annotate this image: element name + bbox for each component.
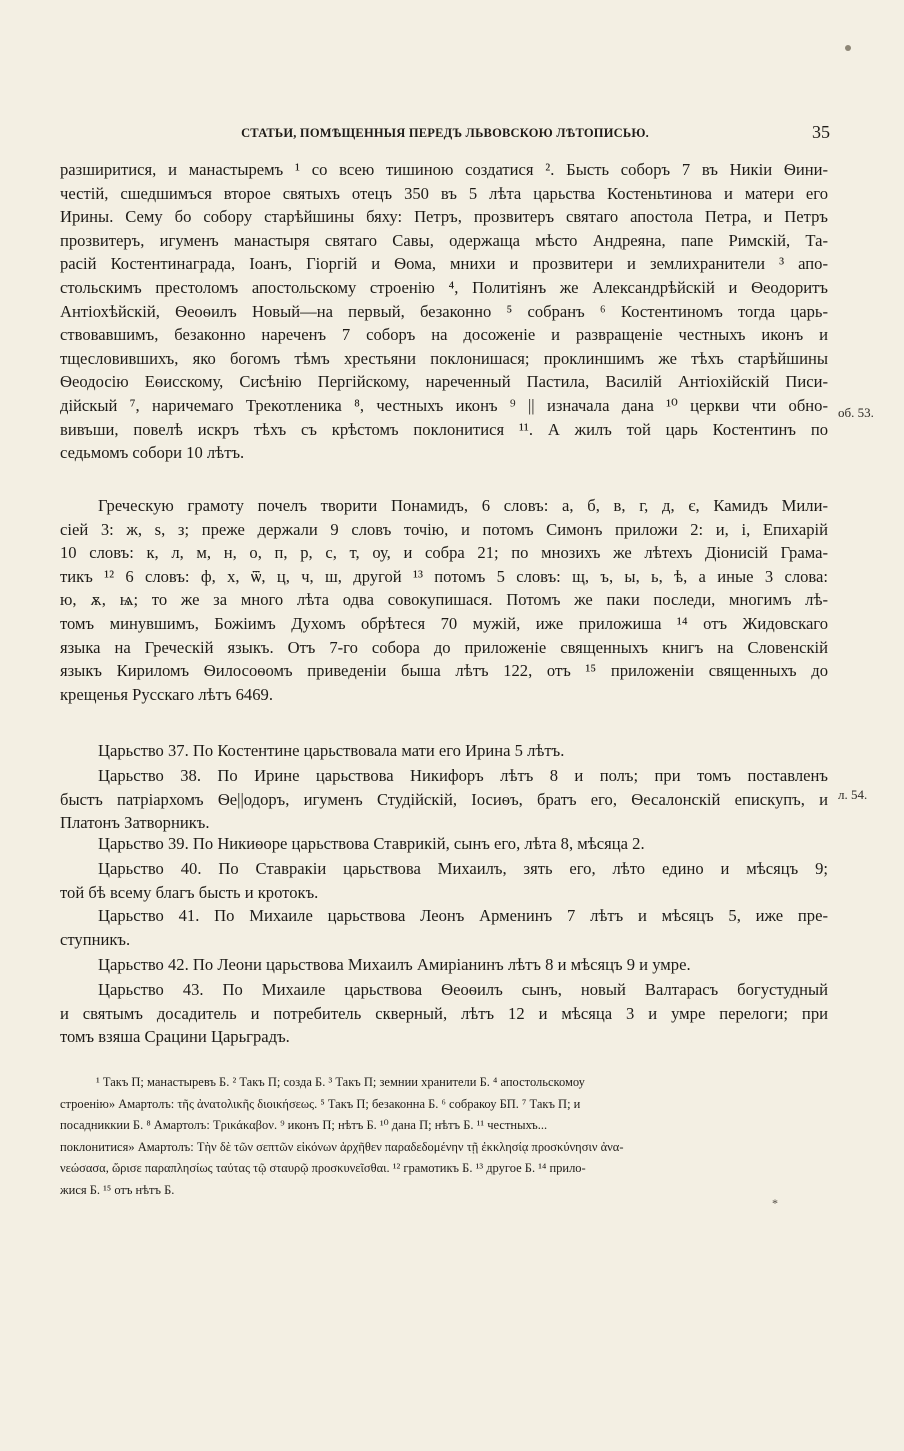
text-line: языкъ Кириломъ Ѳилосоѳомъ приведеніи быша лѣтъ 122, отъ ¹⁵ приложеніи священныхъ до <box>60 661 828 681</box>
text-line: быстъ патріархомъ Ѳе||одоръ, игуменъ Студійскій, Іосиѳъ, братъ его, Ѳесалонскій епискупъ, и <box>60 789 828 809</box>
text-line: Царьство 43. По Михаиле царьствова Ѳеоѳилъ сынъ, новый Валтарасъ богустудный <box>98 980 828 999</box>
text-line: ступникъ. <box>60 929 131 949</box>
footnote-line: ¹ Такъ П; манастыревъ Б. ² Такъ П; созда Б. ³ Такъ П; земнии хранители Б. ⁴ апостольскомоу <box>96 1075 585 1089</box>
footnote-line: посадниккии Б. ⁸ Амартолъ: Τρικάκαβον. ⁹ иконъ П; нѣтъ Б. ¹⁰ дана П; нѣтъ Б. ¹¹ честныхъ... <box>60 1118 548 1133</box>
footnotes <box>60 1072 828 1202</box>
margin-note-ob53: об. 53. <box>838 405 874 420</box>
text-line: седьмомъ собори 10 лѣтъ. <box>60 443 245 463</box>
running-title: СТАТЬИ, ПОМѢЩЕННЫЯ ПЕРЕДЪ ЛЬВОВСКОЮ ЛѢТОПИСЬЮ. <box>241 126 649 140</box>
text-line: сіей 3: ж, ѕ, з; преже держали 9 словъ точію, и потомъ Симонъ приложи 2: и, і, Епихарій <box>60 519 828 539</box>
footnote-line: поклонитися» Амартолъ: Τὴν δὲ τῶν σεπτῶν εἰκόνων ἀρχῆθεν παραδεδομένην τῇ ἐκκλησίᾳ προσκύνησιν ἀνα- <box>60 1139 624 1154</box>
footnote-line: жися Б. ¹⁵ отъ нѣтъ Б. <box>60 1182 175 1197</box>
page-number: 35 <box>812 122 830 142</box>
paragraph-one <box>60 158 828 465</box>
text-line: дійскый ⁷, наричемаго Трекотленика ⁸, честныхъ иконъ ⁹ || изначала дана ¹⁰ церкви чти обно- <box>60 395 828 415</box>
text-line: Царьство 41. По Михаиле царьствова Леонъ Арменинъ 7 лѣтъ и мѣсяцъ 5, иже пре- <box>98 906 828 925</box>
text-line: разширитися, и манастыремъ ¹ со всею тишиною создатися ². Бысть соборъ 7 въ Никіи Ѳини- <box>60 160 828 179</box>
text-line: Платонъ Затворникъ. <box>60 813 210 833</box>
text-line: ствовавшимъ, безаконно нареченъ 7 соборъ на досоженіе и развращеніе честныхъ иконъ и <box>60 325 828 345</box>
text-line: Антіохѣйскій, Ѳеоѳилъ Новый—на первый, безаконно ⁵ собранъ ⁶ Костентиномъ тогда царь- <box>60 301 828 321</box>
reign-40 <box>60 857 828 904</box>
text-line: стольскимъ престоломъ апостольскому строенію ⁴, Политіянъ же Александрѣйскій и Ѳеодоритъ <box>60 277 828 297</box>
reign-39 <box>60 832 828 856</box>
paragraph-two <box>60 494 828 706</box>
text-line: томъ минувшимъ, Божіимъ Духомъ обрѣтеся 70 мужій, иже приложиша ¹⁴ отъ Жидовскаго <box>60 613 828 633</box>
text-line: томъ взяша Срацини Царьградъ. <box>60 1027 290 1047</box>
text-line: ю, ѫ, ѩ; то же за много лѣта одва совокупишася. Потомъ же паки последи, многимъ лѣ- <box>60 590 828 610</box>
text-line: той бѣ всему благъ бысть и кротокъ. <box>60 882 319 902</box>
text-line: Царьство 42. По Леони царьствова Михаилъ Амиріанинъ лѣтъ 8 и мѣсяцъ 9 и умре. <box>98 955 691 974</box>
text-line: Царьство 37. По Костентине царьствовала мати его Ирина 5 лѣтъ. <box>98 741 565 760</box>
text-line: Царьство 40. По Ставракіи царьствова Михаилъ, зять его, лѣто едино и мѣсяцъ 9; <box>98 859 828 878</box>
text-line: прозвитеръ, игуменъ манастыря святаго Савы, одержаща мѣсто Андреяна, папе Римскій, Та- <box>60 230 828 250</box>
text-line: Ирины. Сему бо собору старѣйшины бяху: Петръ, прозвитеръ святаго апостола Петра, и Петръ <box>60 207 828 227</box>
reign-41 <box>60 904 828 951</box>
margin-note-l54: л. 54. <box>838 787 868 802</box>
reign-38 <box>60 764 828 835</box>
text-line: вивъши, повелѣ искръ тѣхъ съ крѣстомъ поклонитися ¹¹. А жилъ той царь Костентинъ по <box>60 419 828 439</box>
page-header <box>60 122 830 146</box>
text-line: и святымъ досадитель и потребитель скверный, лѣтъ 12 и мѣсяца 3 и умре перелоги; при <box>60 1003 828 1023</box>
text-line: 10 словъ: к, л, м, н, о, п, р, с, т, оу, и собра 21; по мнозихъ же лѣтехъ Діонисій Грама- <box>60 543 828 563</box>
footnote-line: νεώσασα, ὥρισε παραπλησίως ταύτας τῷ σταυρῷ προσκυνεῖσθαι. ¹² грамотикъ Б. ¹³ другое Б. ¹⁴ прило- <box>60 1161 586 1176</box>
corner-dot <box>845 45 851 51</box>
reign-37 <box>60 739 828 763</box>
text-line: языка на Греческій языкъ. Отъ 7-го собора до приложеніе священныхъ книгъ на Словенскій <box>60 637 828 657</box>
text-line: честій, сшедшимъся второе святыхъ отецъ 350 въ 5 лѣта царьства Костеньтинова и матери его <box>60 183 828 203</box>
text-line: Греческую грамоту почелъ творити Понамидъ, 6 словъ: а, б, в, г, д, є, Камидъ Мили- <box>98 496 828 515</box>
text-line: Ѳеодосію Еѳисскому, Сисѣнію Пергійскому, нареченный Пастила, Василій Антіохійскій Писи- <box>60 372 828 392</box>
text-line: Царьство 38. По Ирине царьствова Никифоръ лѣтъ 8 и полъ; при томъ поставленъ <box>98 766 828 785</box>
text-line: расій Костентинаграда, Іоанъ, Гіоргій и Ѳома, мнихи и прозвитери и землихранители ³ апо- <box>60 254 828 274</box>
text-line: Царьство 39. По Никиѳоре царьствова Ставрикій, сынъ его, лѣта 8, мѣсяца 2. <box>98 834 645 853</box>
text-line: тщесловившихъ, яко богомъ тѣмъ хрестьяни поклонишася; проклиншимъ же тѣхъ старѣйшины <box>60 348 828 368</box>
text-line: тикъ ¹² 6 словъ: ф, х, ѿ, ц, ч, ш, другой ¹³ потомъ 5 словъ: щ, ъ, ы, ь, ѣ, а иные 3 слова: <box>60 566 828 586</box>
reign-42 <box>60 953 828 977</box>
footnote-line: строенію» Амартолъ: τῆς ἀνατολικῆς διοικήσεως. ⁵ Такъ П; безаконна Б. ⁶ собракоу БП. ⁷ Такъ П; и <box>60 1096 581 1111</box>
bottom-star: * <box>772 1196 778 1210</box>
text-line: крещенья Русскаго лѣтъ 6469. <box>60 684 273 704</box>
reign-43 <box>60 978 828 1049</box>
